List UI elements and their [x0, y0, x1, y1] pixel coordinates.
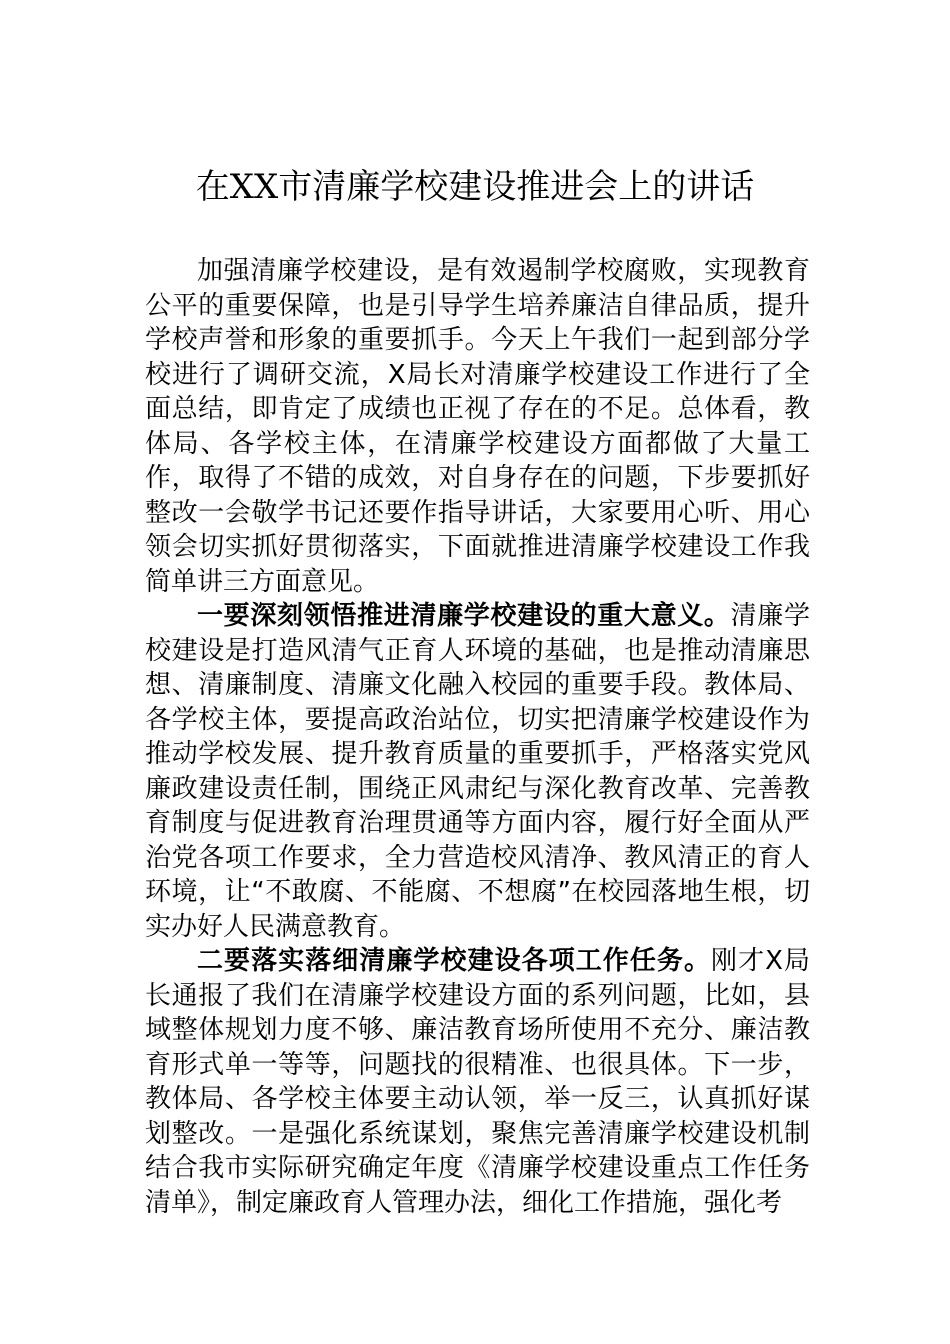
paragraph-lead: 一要深刻领悟推进清廉学校建设的重大意义。 [197, 601, 731, 631]
document-body [145, 254, 810, 1220]
page-title: 在XX市清廉学校建设推进会上的讲话 [195, 167, 755, 207]
paragraph-text: 清廉学校建设是打造风清气正育人环境的基础，也是推动清廉思想、清廉制度、清廉文化融入校园的重要手段。教体局、各学校主体，要提高政治站位，切实把清廉学校建设作为推动学校发展、提升教育质量的重要抓手，严格落实党风廉政建设责任制，围绕正风肃纪与深化教育改革、完善教育制度与促进教育治理贯通等方面内容，履行好全面从严治党各项工作要求，全力营造校风清净、教风清正的育人环境，让“不敢腐、不能腐、不想腐”在校园落地生根，切实办好人民满意教育。 [145, 601, 810, 942]
paragraph-text: 加强清廉学校建设，是有效遏制学校腐败，实现教育公平的重要保障，也是引导学生培养廉洁自律品质，提升学校声誉和形象的重要抓手。今天上午我们一起到部分学校进行了调研交流，X局长对清廉学校建设工作进行了全面总结，即肯定了成绩也正视了存在的不足。总体看，教体局、各学校主体，在清廉学校建设方面都做了大量工作，取得了不错的成效，对自身存在的问题，下步要抓好整改一会敬学书记还要作指导讲话，大家要用心听、用心领会切实抓好贯彻落实，下面就推进清廉学校建设工作我简单讲三方面意见。 [145, 256, 810, 597]
paragraph-point-two [145, 944, 810, 1220]
paragraph-intro [145, 254, 810, 599]
paragraph-text: 刚才X局长通报了我们在清廉学校建设方面的系列问题，比如，县域整体规划力度不够、廉洁教育场所使用不充分、廉洁教育形式单一等等，问题找的很精准、也很具体。下一步，教体局、各学校主体要主动认领，举一反三，认真抓好谋划整改。一是强化系统谋划，聚焦完善清廉学校建设机制结合我市实际研究确定年度《清廉学校建设重点工作任务清单》，制定廉政育人管理办法，细化工作措施，强化考 [145, 946, 810, 1218]
paragraph-lead: 二要落实落细清廉学校建设各项工作任务。 [197, 946, 712, 976]
paragraph-point-one [145, 599, 810, 944]
